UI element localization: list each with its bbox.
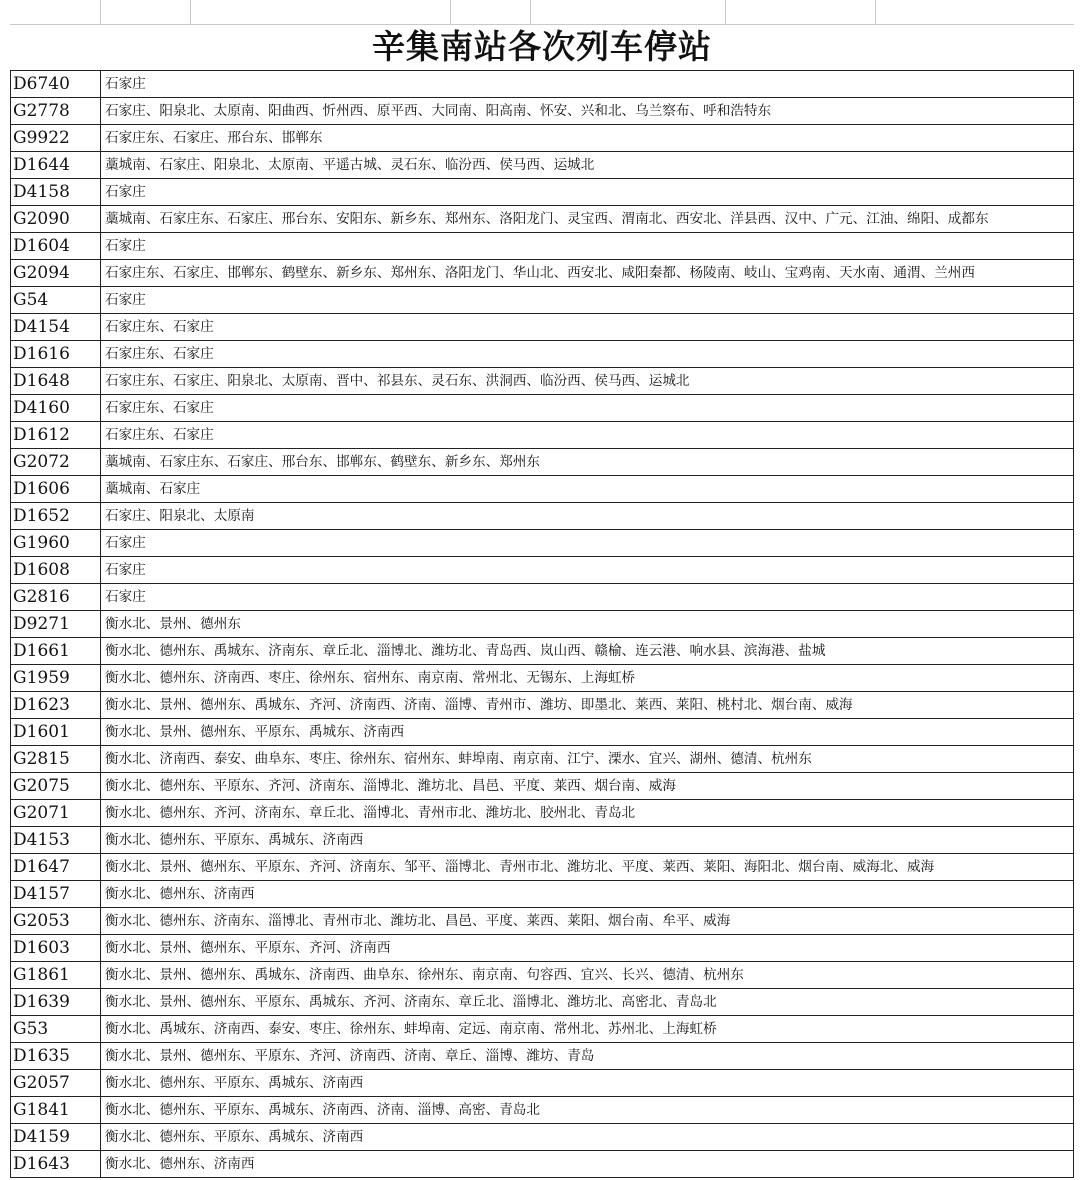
- table-row[interactable]: [11, 152, 1074, 179]
- table-row[interactable]: [11, 1097, 1074, 1124]
- table-row[interactable]: [11, 503, 1074, 530]
- train-number-cell[interactable]: G2057: [11, 1070, 101, 1097]
- train-number-cell[interactable]: G1861: [11, 962, 101, 989]
- stops-cell[interactable]: 衡水北、德州东、平原东、禹城东、济南西: [101, 1070, 1074, 1097]
- train-number-cell[interactable]: D1643: [11, 1151, 101, 1178]
- stops-cell[interactable]: 石家庄东、石家庄、邢台东、邯郸东: [101, 125, 1074, 152]
- train-number-cell[interactable]: D4158: [11, 179, 101, 206]
- stops-cell[interactable]: 藁城南、石家庄、阳泉北、太原南、平遥古城、灵石东、临汾西、侯马西、运城北: [101, 152, 1074, 179]
- stops-cell[interactable]: 石家庄、阳泉北、太原南、阳曲西、忻州西、原平西、大同南、阳高南、怀安、兴和北、乌兰察布、呼和浩特东: [101, 98, 1074, 125]
- stops-cell[interactable]: 衡水北、景州、德州东、平原东、齐河、济南西、济南、章丘、淄博、潍坊、青岛: [101, 1043, 1074, 1070]
- train-number-cell[interactable]: D1603: [11, 935, 101, 962]
- spreadsheet-header-strip: [10, 0, 1074, 25]
- table-row[interactable]: [11, 881, 1074, 908]
- train-number-cell[interactable]: D1635: [11, 1043, 101, 1070]
- train-number-cell[interactable]: D1623: [11, 692, 101, 719]
- column-divider: [725, 0, 726, 24]
- table-row[interactable]: [11, 368, 1074, 395]
- table-row[interactable]: [11, 665, 1074, 692]
- train-number-cell[interactable]: D1661: [11, 638, 101, 665]
- train-number-cell[interactable]: G2053: [11, 908, 101, 935]
- table-row[interactable]: [11, 530, 1074, 557]
- table-row[interactable]: [11, 179, 1074, 206]
- table-row[interactable]: [11, 260, 1074, 287]
- table-row[interactable]: [11, 719, 1074, 746]
- stops-cell[interactable]: 衡水北、德州东、平原东、齐河、济南东、淄博北、潍坊北、昌邑、平度、莱西、烟台南、威海: [101, 773, 1074, 800]
- train-number-cell[interactable]: G2072: [11, 449, 101, 476]
- stops-cell[interactable]: 衡水北、济南西、泰安、曲阜东、枣庄、徐州东、宿州东、蚌埠南、南京南、江宁、溧水、宜兴、湖州、德清、杭州东: [101, 746, 1074, 773]
- table-row[interactable]: [11, 449, 1074, 476]
- column-divider: [450, 0, 451, 24]
- train-number-cell[interactable]: D1608: [11, 557, 101, 584]
- train-number-cell[interactable]: D4159: [11, 1124, 101, 1151]
- train-number-cell[interactable]: G2075: [11, 773, 101, 800]
- table-row[interactable]: [11, 827, 1074, 854]
- train-number-cell[interactable]: D1652: [11, 503, 101, 530]
- stops-cell[interactable]: 石家庄东、石家庄: [101, 341, 1074, 368]
- train-number-cell[interactable]: D4153: [11, 827, 101, 854]
- table-row[interactable]: [11, 71, 1074, 98]
- stops-cell[interactable]: 石家庄东、石家庄: [101, 395, 1074, 422]
- table-row[interactable]: [11, 692, 1074, 719]
- column-divider: [100, 0, 101, 24]
- stops-cell[interactable]: 衡水北、景州、德州东: [101, 611, 1074, 638]
- train-number-cell[interactable]: D9271: [11, 611, 101, 638]
- train-number-cell[interactable]: G54: [11, 287, 101, 314]
- table-row[interactable]: [11, 233, 1074, 260]
- stops-cell[interactable]: 石家庄: [101, 530, 1074, 557]
- train-number-cell[interactable]: G2090: [11, 206, 101, 233]
- stops-cell[interactable]: 衡水北、德州东、济南西、枣庄、徐州东、宿州东、南京南、常州北、无锡东、上海虹桥: [101, 665, 1074, 692]
- stops-cell[interactable]: 衡水北、景州、德州东、平原东、齐河、济南西: [101, 935, 1074, 962]
- train-number-cell[interactable]: D6740: [11, 71, 101, 98]
- table-body: [11, 71, 1074, 1178]
- train-number-cell[interactable]: G2071: [11, 800, 101, 827]
- stops-cell[interactable]: 石家庄: [101, 179, 1074, 206]
- stops-cell[interactable]: 衡水北、德州东、齐河、济南东、章丘北、淄博北、青州市北、潍坊北、胶州北、青岛北: [101, 800, 1074, 827]
- stops-cell[interactable]: 藁城南、石家庄东、石家庄、邢台东、安阳东、新乡东、郑州东、洛阳龙门、灵宝西、渭南北、西安北、洋县西、汉中、广元、江油、绵阳、成都东: [101, 206, 1074, 233]
- table-row[interactable]: [11, 341, 1074, 368]
- stops-cell[interactable]: 石家庄、阳泉北、太原南: [101, 503, 1074, 530]
- train-number-cell[interactable]: D1639: [11, 989, 101, 1016]
- stops-cell[interactable]: 石家庄东、石家庄、邯郸东、鹤壁东、新乡东、郑州东、洛阳龙门、华山北、西安北、咸阳秦都、杨陵南、岐山、宝鸡南、天水南、通渭、兰州西: [101, 260, 1074, 287]
- stops-cell[interactable]: 衡水北、禹城东、济南西、泰安、枣庄、徐州东、蚌埠南、定远、南京南、常州北、苏州北、上海虹桥: [101, 1016, 1074, 1043]
- table-row[interactable]: [11, 800, 1074, 827]
- table-row[interactable]: [11, 1151, 1074, 1178]
- stops-cell[interactable]: 藁城南、石家庄东、石家庄、邢台东、邯郸东、鹤壁东、新乡东、郑州东: [101, 449, 1074, 476]
- train-number-cell[interactable]: D1616: [11, 341, 101, 368]
- stops-cell[interactable]: 衡水北、德州东、济南西: [101, 881, 1074, 908]
- table-row[interactable]: [11, 638, 1074, 665]
- stops-cell[interactable]: 衡水北、德州东、平原东、禹城东、济南西: [101, 1124, 1074, 1151]
- stops-cell[interactable]: 石家庄: [101, 287, 1074, 314]
- train-number-cell[interactable]: G2094: [11, 260, 101, 287]
- train-number-cell[interactable]: G1959: [11, 665, 101, 692]
- train-number-cell[interactable]: D1648: [11, 368, 101, 395]
- train-number-cell[interactable]: D4160: [11, 395, 101, 422]
- stops-cell[interactable]: 石家庄: [101, 233, 1074, 260]
- stops-cell[interactable]: 衡水北、景州、德州东、平原东、齐河、济南东、邹平、淄博北、青州市北、潍坊北、平度、莱西、莱阳、海阳北、烟台南、威海北、威海: [101, 854, 1074, 881]
- stops-cell[interactable]: 石家庄东、石家庄: [101, 422, 1074, 449]
- train-number-cell[interactable]: G2778: [11, 98, 101, 125]
- table-row[interactable]: [11, 908, 1074, 935]
- stops-cell[interactable]: 石家庄: [101, 71, 1074, 98]
- table-row[interactable]: [11, 935, 1074, 962]
- stops-cell[interactable]: 石家庄东、石家庄: [101, 314, 1074, 341]
- train-number-cell[interactable]: D1604: [11, 233, 101, 260]
- train-number-cell[interactable]: D1601: [11, 719, 101, 746]
- stops-cell[interactable]: 石家庄东、石家庄、阳泉北、太原南、晋中、祁县东、灵石东、洪洞西、临汾西、侯马西、运城北: [101, 368, 1074, 395]
- train-number-cell[interactable]: D1612: [11, 422, 101, 449]
- column-divider: [875, 0, 876, 24]
- stops-cell[interactable]: 衡水北、景州、德州东、禹城东、齐河、济南西、济南、淄博、青州市、潍坊、即墨北、莱西、莱阳、桃村北、烟台南、威海: [101, 692, 1074, 719]
- table-row[interactable]: [11, 611, 1074, 638]
- table-row[interactable]: [11, 395, 1074, 422]
- train-number-cell[interactable]: G2815: [11, 746, 101, 773]
- stops-cell[interactable]: 衡水北、德州东、平原东、禹城东、济南西: [101, 827, 1074, 854]
- stops-cell[interactable]: 衡水北、德州东、济南西: [101, 1151, 1074, 1178]
- stops-cell[interactable]: 藁城南、石家庄: [101, 476, 1074, 503]
- table-row[interactable]: [11, 1124, 1074, 1151]
- table-row[interactable]: [11, 1070, 1074, 1097]
- table-row[interactable]: [11, 584, 1074, 611]
- train-number-cell[interactable]: D1606: [11, 476, 101, 503]
- table-row[interactable]: [11, 989, 1074, 1016]
- table-row[interactable]: [11, 206, 1074, 233]
- stops-cell[interactable]: 石家庄: [101, 557, 1074, 584]
- table-row[interactable]: [11, 746, 1074, 773]
- stops-cell[interactable]: 衡水北、德州东、济南东、淄博北、青州市北、潍坊北、昌邑、平度、莱西、莱阳、烟台南、牟平、威海: [101, 908, 1074, 935]
- column-divider: [190, 0, 191, 24]
- train-number-cell[interactable]: G9922: [11, 125, 101, 152]
- column-divider: [530, 0, 531, 24]
- train-number-cell[interactable]: G1841: [11, 1097, 101, 1124]
- stops-cell[interactable]: 衡水北、德州东、平原东、禹城东、济南西、济南、淄博、高密、青岛北: [101, 1097, 1074, 1124]
- stops-cell[interactable]: 衡水北、景州、德州东、平原东、禹城东、济南西: [101, 719, 1074, 746]
- stops-cell[interactable]: 石家庄: [101, 584, 1074, 611]
- table-row[interactable]: [11, 1016, 1074, 1043]
- page-title: 辛集南站各次列车停站: [372, 27, 712, 66]
- table-row[interactable]: [11, 773, 1074, 800]
- table-row[interactable]: [11, 476, 1074, 503]
- train-number-cell[interactable]: G2816: [11, 584, 101, 611]
- train-number-cell[interactable]: D4154: [11, 314, 101, 341]
- train-number-cell[interactable]: D1647: [11, 854, 101, 881]
- table-row[interactable]: [11, 125, 1074, 152]
- train-number-cell[interactable]: D1644: [11, 152, 101, 179]
- table-row[interactable]: [11, 422, 1074, 449]
- table-row[interactable]: [11, 962, 1074, 989]
- stops-cell[interactable]: 衡水北、景州、德州东、平原东、禹城东、齐河、济南东、章丘北、淄博北、潍坊北、高密北、青岛北: [101, 989, 1074, 1016]
- table-row[interactable]: [11, 1043, 1074, 1070]
- table-row[interactable]: [11, 287, 1074, 314]
- table-row[interactable]: [11, 314, 1074, 341]
- train-number-cell[interactable]: G1960: [11, 530, 101, 557]
- stops-cell[interactable]: 衡水北、景州、德州东、禹城东、济南西、曲阜东、徐州东、南京南、句容西、宜兴、长兴、德清、杭州东: [101, 962, 1074, 989]
- table-row[interactable]: [11, 98, 1074, 125]
- table-row[interactable]: [11, 557, 1074, 584]
- train-number-cell[interactable]: D4157: [11, 881, 101, 908]
- table-row[interactable]: [11, 854, 1074, 881]
- stops-cell[interactable]: 衡水北、德州东、禹城东、济南东、章丘北、淄博北、潍坊北、青岛西、岚山西、赣榆、连云港、响水县、滨海港、盐城: [101, 638, 1074, 665]
- train-number-cell[interactable]: G53: [11, 1016, 101, 1043]
- train-stops-table: [10, 70, 1074, 1178]
